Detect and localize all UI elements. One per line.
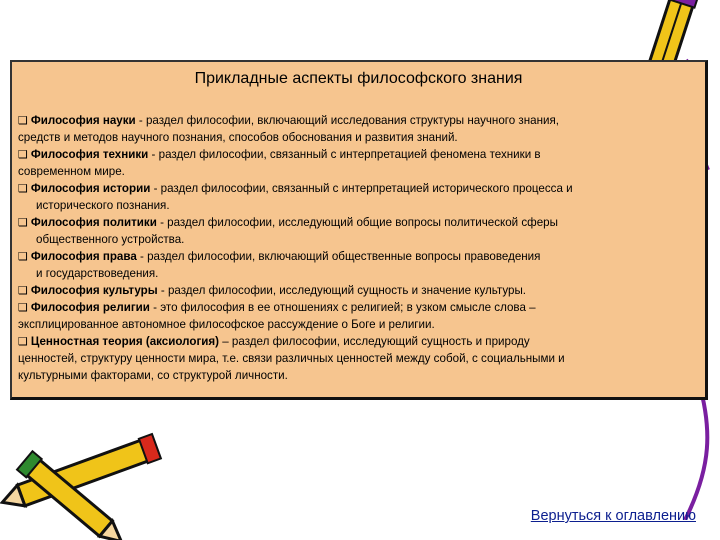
content-panel [10,60,708,400]
checkbox-bullet-icon: ❑ [18,216,28,229]
checkbox-bullet-icon: ❑ [18,301,28,314]
item-term: Философия политики [30,216,157,229]
item-continuation: исторического познания. [36,199,170,212]
list-item [18,299,697,333]
item-text: - раздел философии, исследующий общие вопросы политической сферы [156,216,558,229]
item-term: Ценностная теория (аксиология) [30,335,220,348]
item-text: - раздел философии, включающий исследования структуры научного знания, [135,114,559,127]
item-text: - это философия в ее отношениях с религией; в узком смысле слова – [149,301,536,314]
item-text: - раздел философии, включающий общественные вопросы правоведения [136,250,541,263]
item-term: Философия техники [30,148,149,161]
list-item [18,180,697,214]
list-item [18,282,697,299]
checkbox-bullet-icon: ❑ [18,182,28,195]
item-continuation: ценностей, структуру ценности мира, т.е. связи различных ценностей между собой, с социальными и [18,352,565,365]
checkbox-bullet-icon: ❑ [18,335,28,348]
item-continuation: средств и методов научного познания, способов обоснования и развития знаний. [18,131,458,144]
item-continuation: эксплицированное автономное философское рассуждение о Боге и религии. [18,318,435,331]
list-item [18,333,697,384]
item-continuation: современном мире. [18,165,125,178]
item-text: - раздел философии, исследующий сущность и значение культуры. [157,284,527,297]
pencils-icon-bottom [0,420,180,540]
checkbox-bullet-icon: ❑ [18,114,28,127]
item-term: Философия права [30,250,137,263]
back-to-contents-link[interactable]: Вернуться к оглавлению [530,508,696,524]
checkbox-bullet-icon: ❑ [18,284,28,297]
item-term: Философия науки [30,114,136,127]
list-item [18,146,697,180]
list-item [18,214,697,248]
item-text: – раздел философии, исследующий сущность и природу [219,335,530,348]
checkbox-bullet-icon: ❑ [18,250,28,263]
item-continuation: культурными факторами, со структурой личности. [18,369,288,382]
page-title: Прикладные аспекты философского знания [194,70,523,87]
item-continuation: общественного устройства. [36,233,185,246]
item-text: - раздел философии, связанный с интерпретацией исторического процесса и [150,182,573,195]
aspects-list [18,112,697,384]
list-item [18,248,697,282]
item-term: Философия культуры [30,284,158,297]
item-term: Философия истории [30,182,151,195]
list-item [18,112,697,146]
item-continuation: и государствоведения. [36,267,159,280]
item-term: Философия религии [30,301,150,314]
item-text: - раздел философии, связанный с интерпретацией феномена техники в [148,148,541,161]
checkbox-bullet-icon: ❑ [18,148,28,161]
